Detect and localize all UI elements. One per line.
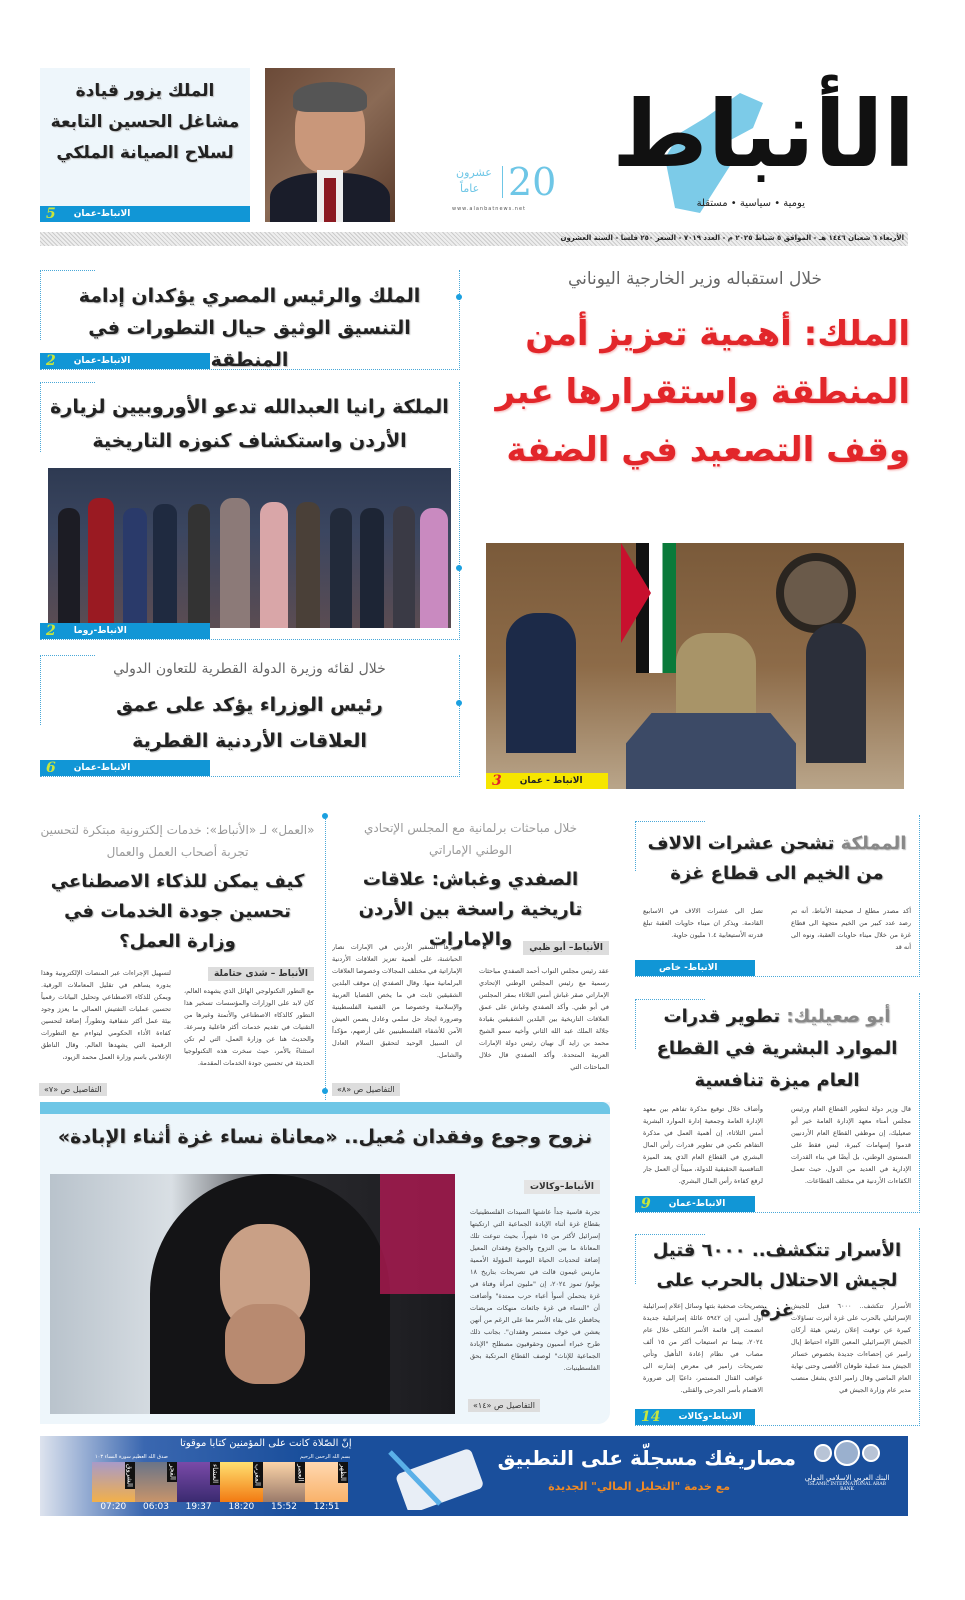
uae-story-kicker: خلال مباحثات برلمانية مع المجلس الإتحادي الوطني الإماراتي [363, 821, 578, 857]
website-link[interactable]: www.alanbatnews.net [452, 206, 527, 212]
bank-name-en: ISLAMIC INTERNATIONAL ARAB BANK [808, 1482, 886, 1492]
prayer-time: 19:37 [185, 1502, 212, 1512]
story-egypt-tag [40, 353, 210, 369]
source-label: الانباط-عمان [73, 209, 131, 219]
prayer-name: الفجر [168, 1464, 177, 1480]
anniversary-badge [452, 160, 562, 220]
phone-pen-icon [380, 1442, 490, 1510]
page-number: 2 [46, 353, 56, 369]
prayer-cell [135, 1462, 178, 1502]
tents-story[interactable] [635, 815, 920, 977]
uae-story-details-link[interactable]: التفاصيل ص «٨» [332, 1083, 400, 1096]
prayer-cell [263, 1462, 306, 1502]
anniversary-text-2: عاماً [460, 182, 480, 195]
prayer-cell [220, 1462, 263, 1502]
story-qatar-kicker: خلال لقائه وزيرة الدولة القطرية للتعاون الدولي [113, 661, 386, 677]
gaza-woman-crying-photo [50, 1174, 455, 1414]
source-label: الانباط-عمان [668, 1199, 726, 1209]
prayer-cell [177, 1462, 220, 1502]
source-label: الانباط-روما [73, 626, 127, 636]
source-label: الانباط - عمان [519, 776, 583, 786]
labor-story-kicker: «العمل» لـ «الأنباط»: خدمات إلكترونية مبتكرة لتحسين تجربة أصحاب العمل والعمال [40, 823, 315, 859]
bank-name-ar: البنك العربي الإسلامي الدولي [804, 1474, 890, 1482]
ad-basmala: بسم الله الرحمن الرحيم [300, 1454, 351, 1460]
hr-story-col2: وأضاف خلال توقيع مذكرة تفاهم بين معهد الإدارة العامة وجمعية إدارة الموارد البشرية أمس الثلاثاء، إن أهمية العمل في مذكرة التفاهم تكمن في تطوير قدرات رأس المال البشري في القطاع العام الذي يعد الميزة التنافسية الحقيقية للدولة، مبيناً أن العمل جار لرفع كفاءة رأس المال البشري. [643, 1105, 763, 1185]
prayer-time: 06:03 [143, 1502, 169, 1512]
main-story[interactable] [480, 265, 910, 795]
uae-story-headline: الصفدي وغباش: علاقات تاريخية راسخة بين الأردن والإمارات [358, 869, 583, 950]
prayer-time: 12:51 [313, 1502, 340, 1512]
gaza-feature-byline: الأنباط–وكالات [524, 1180, 600, 1194]
gaza-feature-body: تجربة قاسية جداً عاشتها السيدات الفلسطينيات بقطاع غزة أثناء الإبادة الجماعية التي ارتكبتها إسرائيل لأكثر من ١٥ شهراً، بحيث تنوعت تلك المعاناة ما بين النزوح والجوع وفقدان المعيل إضافة لتحديات الحياة اليومية المؤولة الأممية ماريس غيمون قالت في تصريحات بتاريخ ١٨ يوليو/ تموز ٢٠٢٤، إن "مليون امرأة وفتاة في غزة يتحملن أسوأ أعباء حرب ممتدة" وأضافت أن "النساء في غزة جائعات منهكات مريضات يحافظن على بقاء الأسر معا على الرغم من أنهن يعشن في خوف مستمر وفقدان". بجانب ذلك طرح خبراء أمميون وحقوقيون مصطلح "الإبادة الجماعية للإناث" لوصف القطاع المرتكبة بحق الفلسطينيات. [470, 1208, 600, 1372]
page-number: 14 [641, 1409, 661, 1425]
hr-story[interactable] [635, 993, 920, 1213]
page-number: 9 [641, 1196, 651, 1212]
page-number: 3 [492, 773, 502, 789]
prayer-time: 15:52 [271, 1502, 297, 1512]
prayer-times-row [92, 1502, 348, 1512]
tents-story-headline [643, 829, 911, 889]
story-qatar-tag [40, 760, 210, 776]
headline-text: تشحن عشرات الالاف من الخيم الى قطاع غزة [647, 833, 884, 884]
main-story-kicker: خلال استقباله وزير الخارجية اليوناني [567, 269, 823, 289]
source-label: الانباط-وكالات [678, 1412, 742, 1422]
top-teaser-tag [40, 206, 250, 222]
tents-story-col1: أكد مصدر مطلع لـ صحيفة الأنباط، أنه تم رصد عدد كبير من الخيم متجهة الى قطاع غزة من خلال ميناء حاويات العقبة، ونوه الى أنه قد [791, 907, 911, 951]
advertisement-banner[interactable] [40, 1436, 908, 1516]
labor-story-byline: الأنباط – شذى حتاملة [208, 967, 314, 981]
prayer-name: العشاء [210, 1464, 219, 1484]
bank-logo-icon [804, 1444, 890, 1466]
prayer-name: الظهر [339, 1464, 347, 1481]
newspaper-logo[interactable]: الأنباط [612, 81, 915, 188]
anniversary-number: 20 [508, 160, 557, 204]
tents-story-col2: تصل الى عشرات الالاف في الاسابيع القادمة. ويذكر ان ميناء حاويات العقبة تبلغ قدرته الأستيعابية ١.٤ مليون حاوية. [643, 907, 763, 939]
bullet-dot [456, 700, 462, 706]
casualties-story[interactable] [635, 1228, 920, 1426]
labor-story-headline: كيف يمكن للذكاء الاصطناعي تحسين جودة الخدمات في وزارة العمل؟ [50, 871, 305, 952]
prayer-time: 07:20 [100, 1502, 127, 1512]
gaza-feature-headline: نزوح وجوع وفقدان مُعيل.. «معاناة نساء غزة أثناء الإبادة» [57, 1126, 593, 1148]
ad-sadaq: صدق الله العظيم سورة النساء ١٠٣ [95, 1454, 168, 1460]
source-label: الانباط-عمان [73, 763, 131, 773]
story-qatar-headline: رئيس الوزراء يؤكد على عمق العلاقات الأردنية القطرية [116, 694, 383, 752]
bullet-dot [456, 294, 462, 300]
tents-story-tag [635, 960, 755, 976]
prayer-name: الشروق [125, 1464, 134, 1487]
queen-rania-rome-photo [48, 468, 451, 628]
uae-story[interactable] [325, 815, 615, 1100]
prayer-cell [305, 1462, 348, 1502]
uae-story-col1: عقد رئيس مجلس النواب أحمد الصفدي مباحثات رسمية مع رئيس المجلس الوطني الإتحادي الإماراتي صقر غباش أمس الثلاثاء بمقر المجلس في أبو ظبي. وأكد الصفدي وغباش على عمق العلاقات التاريخية بين البلدين الشقيقين بقيادة جلالة الملك عبد الله الثاني وأخيه سمو الشيخ محمد بن زايد آل نهيان رئيس دولة الإمارات العربية المتحدة. وأكد الصفدي قال خلال المباحثات التي [479, 967, 609, 1071]
top-teaser-headline: الملك يزور قيادة مشاغل الحسين التابعة لسلاح الصيانة الملكي [50, 81, 240, 163]
tagline: يومية • سياسية • مستقلة [696, 198, 805, 209]
story-egypt-headline: الملك والرئيس المصري يؤكدان إدامة التنسيق الوثيق حيال التطورات في المنطقة [78, 285, 421, 371]
hr-story-col1: قال وزير دولة لتطوير القطاع العام ورئيس مجلس أمناء معهد الإدارة العامة خير أبو صعيليك، إن موظفي القطاع العام الأردنيين قدموا إسهامات كبيرة، ليس فقط على المستوى الوطني، بل أيضًا في بناء القدرات الإدارية في العديد من الدول، حيث تعمل الكفاءات الأردنية في مختلف القطاعات. [791, 1105, 911, 1185]
dateline: الأربعاء ٦ شعبان ١٤٤٦ هـ - الموافق ٥ شباط ٢٠٢٥ م - العدد ٧٠١٩ - السعر ٢٥٠ فلسا - السنة العشرون [560, 234, 904, 242]
labor-story-details-link[interactable]: التفاصيل ص «٧» [39, 1083, 107, 1096]
story-queen[interactable] [40, 382, 460, 640]
king-portrait-photo [265, 68, 395, 222]
headline-accent: المملكة [840, 833, 907, 854]
page-number: 2 [46, 623, 56, 639]
labor-story-col2: لتسهيل الإجراءات عبر المنصات الإلكترونية وهذا بدوره يساهم في تقليل المعاملات الورقية. ويمكن للذكاء الاصطناعي وتحليل البيانات رقمياً تحسين عمليات التفتيش العمالي ما يعزز وجود بيئة عمل أكثر شفافية وتطوراً، إضافة لتحسين كفاءة الأداء الحكومي ليتواءم مع التطورات الرقمية التي يشهدها العالم. وقال الناطق الإعلامي باسم وزارة العمل محمد الزيود، [41, 969, 171, 1061]
hr-story-headline [643, 1001, 911, 1097]
source-label: الانباط- خاص [659, 963, 718, 973]
prayer-time: 18:20 [228, 1502, 255, 1512]
casualties-story-col2: تصريحات صحفية بثتها وسائل إعلام إسرائيلية أول أمس، إن ٥٩٤٢ عائلة إسرائيلية جديدة انضمت إلى قائمة الأسر الثكلى خلال عام ٢٠٢٤، بينما تم استيعاب أكثر من ١٥ ألف مصاب في نظام إعادة التأهيل وتأتي تصريحات زامير في معرض إشارته الى عواقب القتال المستمر، داعيًا إلى ضرورة الاهتمام بأسر الجرحى والقتلى. [643, 1302, 763, 1394]
bank-logo[interactable] [804, 1444, 890, 1492]
uae-story-byline: الأنباط– أبو ظبي [523, 941, 609, 955]
labor-story-col1: مع التطور التكنولوجي الهائل الذي يشهده العالم، كان لابد على الوزارات والمؤسسات تسخير هذا التطور كالذكاء الاصطناعي والأتمتة وغيرها من التقنيات في تقديم خدمات أكثر فاعلية وسرعة. والحديث هنا عن وزارة العمل، التي لم تكن استثناءً بالأمر، حيث سخرت هذه التكنولوجيا الحديثة في تحسين جودة الخدمات المقدمة. [184, 987, 314, 1067]
casualties-story-col1: الأسرار تتكشف.. ٦٠٠٠ قتيل للجيش الإسرائيلي بالحرب على غزة أثيرت تساؤلات كبيرة عن توقيت إعلان رئيس هيئة أركان الجيش الإسرائيلي المعين اللواء احتياط إيال زامير عن إحصاءات جديدة بخصوص خسائر الجيش منذ عملية طوفان الأقصى وحتى نهاية العام الماضي وقال زامير الذي يشغل منصب مدير عام وزارة الجيش في [791, 1302, 911, 1394]
headline-text: تطوير قدرات الموارد البشرية في القطاع العام ميزة تنافسية [656, 1006, 898, 1091]
story-queen-tag [40, 623, 210, 639]
labor-story[interactable] [35, 815, 320, 1100]
ad-verse: إنّ الصّلاة كانت على المؤمنين كتابا موقوتا [180, 1438, 352, 1449]
page-number: 6 [46, 760, 56, 776]
hr-story-tag [635, 1196, 755, 1212]
bullet-dot [322, 1088, 328, 1094]
story-qatar[interactable] [40, 655, 460, 777]
top-teaser[interactable] [40, 68, 250, 222]
casualties-story-headline: الأسرار تتكشف.. ٦٠٠٠ قتيل لجيش الاحتلال بالحرب على غزة [652, 1240, 902, 1321]
prayer-times-strip [92, 1462, 348, 1502]
prayer-name: المغرب [253, 1464, 262, 1486]
bank-ad-subline: مع خدمة "التحليل المالي" الجديدة [548, 1480, 730, 1493]
bank-ad-headline: مصاريفك مسجلّة على التطبيق [497, 1446, 796, 1470]
dateline-bar [40, 232, 908, 246]
source-label: الانباط-عمان [73, 356, 131, 366]
headline-accent: أبو صعيليك: [786, 1006, 891, 1027]
king-greek-minister-photo [486, 543, 904, 789]
gaza-feature-details-link[interactable]: التفاصيل ص «١٤» [468, 1399, 540, 1412]
uae-story-col2: حضرها السفير الأردني في الإمارات نصار الحباشنة، على أهمية تعزيز العلاقات الأردنية الإماراتية في مختلف المجالات وخصوصا العلاقات البرلمانية منها. وقال الصفدي إن موقف البلدين الشقيقين ثابت في ما يخص القضايا العربية والإسلامية وخصوصا من القضية الفلسطينية وضرورة ايجاد حل سلمي وعادل يضمن العيش الآمن للأشقاء الفلسطينيين على أرضهم، مؤكداً ان السبيل الوحيد لتحقيق السلام العادل والشامل. [332, 943, 462, 1059]
main-story-tag [486, 773, 608, 789]
masthead [575, 70, 915, 220]
story-egypt[interactable] [40, 270, 460, 370]
prayer-name: العصر [296, 1464, 305, 1482]
main-story-headline: الملك: أهمية تعزيز أمن المنطقة واستقرارها عبر وقف التصعيد في الضفة [495, 314, 910, 470]
casualties-story-tag [635, 1409, 755, 1425]
prayer-cell [92, 1462, 135, 1502]
gaza-feature[interactable] [40, 1102, 610, 1424]
page-number: 5 [46, 206, 56, 222]
anniversary-text-1: عشرون [456, 166, 492, 179]
bullet-dot [456, 565, 462, 571]
story-queen-headline: الملكة رانيا العبدالله تدعو الأوروبيين لزيارة الأردن واستكشاف كنوزه التاريخية [50, 396, 449, 452]
bullet-dot [322, 813, 328, 819]
